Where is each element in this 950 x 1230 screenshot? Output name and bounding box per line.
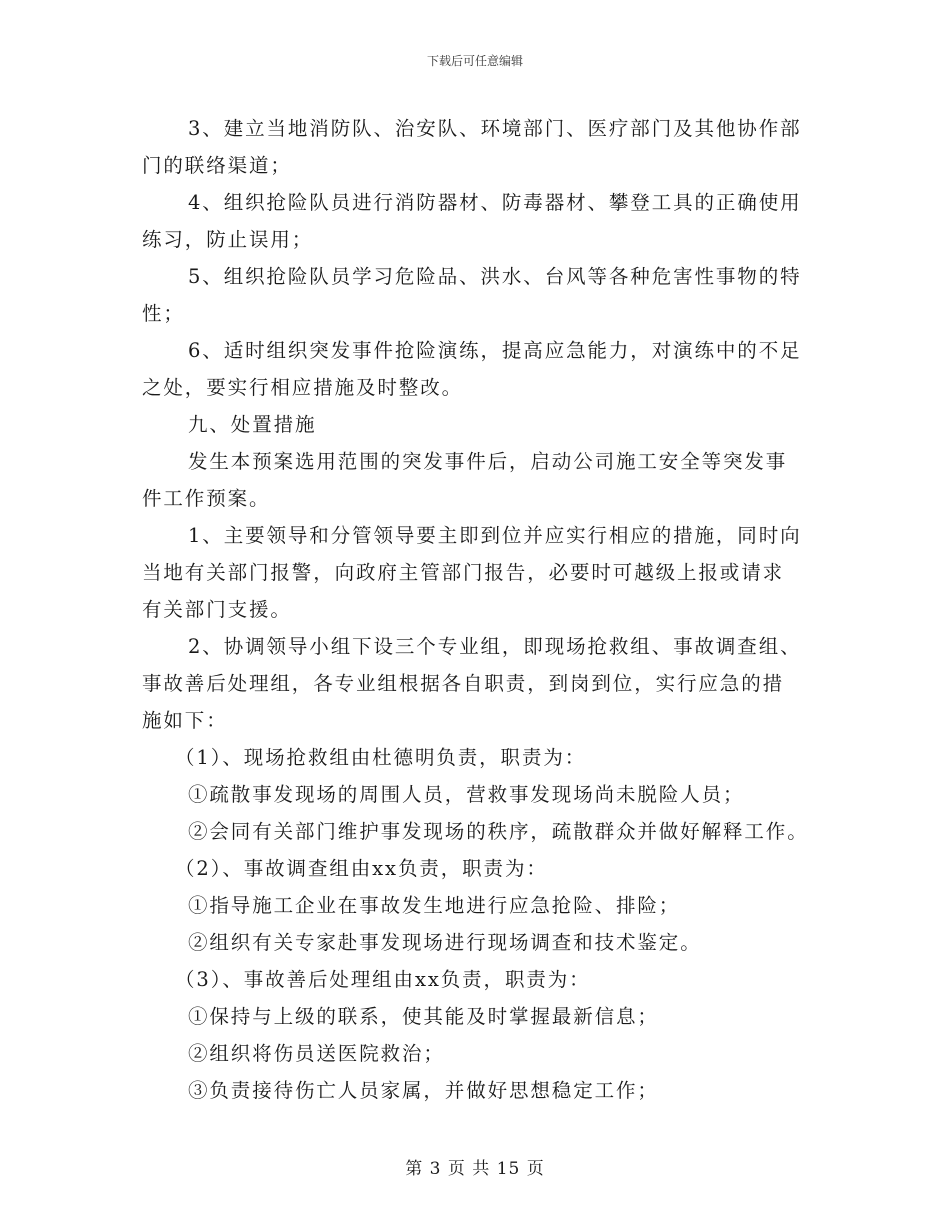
text-line: ③负责接待伤亡人员家属，并做好思想稳定工作； [188, 1079, 659, 1102]
text-line: ①指导施工企业在事故发生地进行应急抢险、排险； [188, 894, 681, 917]
text-line: 门的联络渠道； [142, 154, 292, 177]
document-body [142, 110, 822, 1109]
text-line: 5、组织抢险队员学习危险品、洪水、台风等各种危害性事物的特 [188, 265, 802, 288]
text-line: 九、处置措施 [188, 413, 317, 436]
text-line: ②会同有关部门维护事发现场的秩序，疏散群众并做好解释工作。 [188, 820, 809, 843]
text-line: 1、主要领导和分管领导要主即到位并应实行相应的措施，同时向 [188, 524, 802, 547]
text-line: 件工作预案。 [142, 487, 271, 510]
text-line: （1）、现场抢救组由杜德明负责，职责为： [175, 746, 587, 769]
text-line: （3）、事故善后处理组由xx负责，职责为： [175, 968, 591, 991]
text-line: 4、组织抢险队员进行消防器材、防毒器材、攀登工具的正确使用 [188, 191, 802, 214]
text-line: 性； [142, 302, 185, 325]
text-line: ②组织将伤员送医院救治； [188, 1042, 445, 1065]
text-line: 练习，防止误用； [142, 228, 314, 251]
page-header: 下载后可任意编辑 [426, 54, 523, 68]
text-line: 发生本预案选用范围的突发事件后，启动公司施工安全等突发事 [188, 450, 788, 473]
text-line: 2、协调领导小组下设三个专业组，即现场抢救组、事故调查组、 [188, 635, 802, 658]
text-line: 6、适时组织突发事件抢险演练，提高应急能力，对演练中的不足 [188, 339, 802, 362]
text-line: 有关部门支援。 [142, 598, 292, 621]
text-line: 3、建立当地消防队、治安队、环境部门、医疗部门及其他协作部 [188, 117, 802, 140]
text-line: ①保持与上级的联系，使其能及时掌握最新信息； [188, 1005, 659, 1028]
page-number-footer: 第 3 页 共 15 页 [405, 1159, 545, 1179]
text-line: 之处，要实行相应措施及时整改。 [142, 376, 464, 399]
text-line: 事故善后处理组，各专业组根据各自职责，到岗到位，实行应急的措 [142, 672, 785, 695]
text-line: ②组织有关专家赴事发现场进行现场调查和技术鉴定。 [188, 931, 702, 954]
text-line: 当地有关部门报警，向政府主管部门报告，必要时可越级上报或请求 [142, 561, 785, 584]
text-line: 施如下： [142, 709, 228, 732]
text-line: （2）、事故调查组由xx负责，职责为： [175, 857, 548, 880]
text-line: ①疏散事发现场的周围人员，营救事发现场尚未脱险人员； [188, 783, 745, 806]
